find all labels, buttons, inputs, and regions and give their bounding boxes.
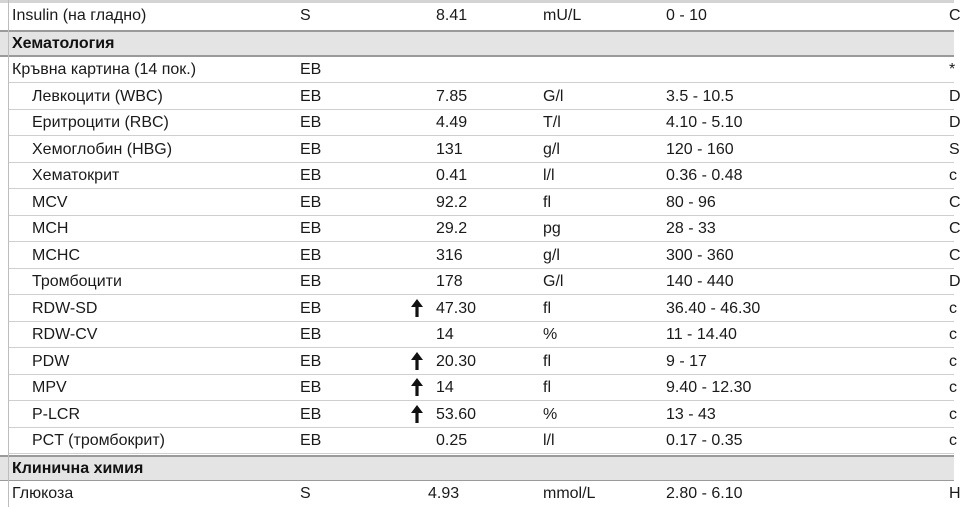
method-code: c xyxy=(949,406,957,423)
row-divider xyxy=(8,453,954,454)
reference-range: 28 - 33 xyxy=(666,220,716,237)
result-unit: g/l xyxy=(543,141,560,158)
up-arrow-icon xyxy=(406,349,428,375)
method-code: C xyxy=(949,7,961,24)
sample-type: EB xyxy=(300,353,322,370)
flag-cell xyxy=(406,216,428,242)
reference-range: 0.36 - 0.48 xyxy=(666,167,743,184)
result-value: 4.93 xyxy=(428,485,460,502)
sample-type: EB xyxy=(300,379,322,396)
section-header-chemistry xyxy=(0,455,954,482)
test-name: RDW-CV xyxy=(32,326,98,343)
reference-range: 300 - 360 xyxy=(666,247,734,264)
result-value: 29.2 xyxy=(436,220,468,237)
sample-type: EB xyxy=(300,114,322,131)
sample-type: EB xyxy=(300,141,322,158)
flag-cell xyxy=(406,322,428,348)
reference-range: 140 - 440 xyxy=(666,273,734,290)
result-value: 178 xyxy=(436,273,463,290)
row-divider xyxy=(8,82,954,83)
result-value: 8.41 xyxy=(436,7,468,24)
method-code: c xyxy=(949,353,957,370)
test-name: Левкоцити (WBC) xyxy=(32,88,163,105)
sample-type: EB xyxy=(300,194,322,211)
reference-range: 120 - 160 xyxy=(666,141,734,158)
test-name: PDW xyxy=(32,353,70,370)
result-row[interactable] xyxy=(0,269,961,295)
flag-cell xyxy=(406,57,428,83)
result-row[interactable] xyxy=(0,375,957,401)
sample-type: S xyxy=(300,7,311,24)
result-value: 14 xyxy=(436,326,454,343)
test-name: Хемоглобин (HBG) xyxy=(32,141,173,158)
result-unit: fl xyxy=(543,379,551,396)
test-name: MPV xyxy=(32,379,67,396)
result-row[interactable] xyxy=(0,243,961,269)
result-unit: % xyxy=(543,406,558,423)
result-row[interactable] xyxy=(0,110,961,136)
sample-type: S xyxy=(300,485,311,502)
table-left-border xyxy=(8,0,9,507)
method-code: c xyxy=(949,379,957,396)
row-divider xyxy=(8,347,954,348)
test-name: RDW-SD xyxy=(32,300,98,317)
result-row[interactable] xyxy=(0,296,957,322)
sample-type: EB xyxy=(300,406,322,423)
flag-cell xyxy=(406,190,428,216)
sample-type: EB xyxy=(300,432,322,449)
method-code: D xyxy=(949,114,961,131)
result-row[interactable] xyxy=(0,137,960,163)
test-name: Тромбоцити xyxy=(32,273,122,290)
test-name: MCH xyxy=(32,220,69,237)
result-value: 14 xyxy=(436,379,454,396)
row-divider xyxy=(8,241,954,242)
method-code: c xyxy=(949,300,957,317)
result-value xyxy=(436,57,526,83)
result-unit: fl xyxy=(543,353,551,370)
flag-cell xyxy=(406,163,428,189)
test-name: Кръвна картина (14 пок.) xyxy=(12,61,197,78)
result-row[interactable] xyxy=(0,163,957,189)
result-row[interactable] xyxy=(0,84,961,110)
method-code: C xyxy=(949,220,961,237)
flag-cell xyxy=(406,243,428,269)
flag-cell xyxy=(406,110,428,136)
reference-range: 80 - 96 xyxy=(666,194,716,211)
result-unit: T/l xyxy=(543,114,561,131)
method-code: S xyxy=(949,141,960,158)
result-row[interactable] xyxy=(0,216,961,242)
result-value: 7.85 xyxy=(436,88,468,105)
method-code: C xyxy=(949,247,961,264)
test-name: Insulin (на гладно) xyxy=(12,7,147,24)
test-name: MCHC xyxy=(32,247,80,264)
section-title: Клинична химия xyxy=(12,459,144,477)
method-code: c xyxy=(949,326,957,343)
test-name: Глюкоза xyxy=(12,485,74,502)
result-unit xyxy=(543,57,653,83)
reference-range: 3.5 - 10.5 xyxy=(666,88,734,105)
sample-type: EB xyxy=(300,326,322,343)
reference-range: 0.17 - 0.35 xyxy=(666,432,743,449)
reference-range: 9 - 17 xyxy=(666,353,707,370)
flag-cell xyxy=(406,269,428,295)
sample-type: EB xyxy=(300,220,322,237)
sample-type: EB xyxy=(300,167,322,184)
test-name: Хематокрит xyxy=(32,167,120,184)
up-arrow-icon xyxy=(406,402,428,428)
result-row-insulin[interactable] xyxy=(0,3,961,29)
reference-range: 2.80 - 6.10 xyxy=(666,485,743,502)
sample-type: EB xyxy=(300,88,322,105)
result-value: 4.49 xyxy=(436,114,468,131)
result-value: 20.30 xyxy=(436,353,477,370)
result-value: 131 xyxy=(436,141,463,158)
up-arrow-icon xyxy=(406,296,428,322)
sample-type: EB xyxy=(300,273,322,290)
test-name: Еритроцити (RBC) xyxy=(32,114,169,131)
result-unit: g/l xyxy=(543,247,560,264)
result-unit: fl xyxy=(543,300,551,317)
flag-cell xyxy=(406,428,428,454)
result-unit: mU/L xyxy=(543,7,582,24)
flag-cell xyxy=(406,84,428,110)
flag-cell xyxy=(406,137,428,163)
reference-range xyxy=(666,57,926,83)
result-unit: fl xyxy=(543,194,551,211)
reference-range: 4.10 - 5.10 xyxy=(666,114,743,131)
result-row[interactable] xyxy=(0,349,957,375)
result-unit: l/l xyxy=(543,432,555,449)
reference-range: 0 - 10 xyxy=(666,7,707,24)
row-divider xyxy=(8,294,954,295)
test-name: P-LCR xyxy=(32,406,81,423)
result-unit: G/l xyxy=(543,88,564,105)
reference-range: 13 - 43 xyxy=(666,406,716,423)
result-row[interactable] xyxy=(0,402,957,428)
sample-type: EB xyxy=(300,61,322,78)
result-row[interactable] xyxy=(0,190,961,216)
sample-type: EB xyxy=(300,300,322,317)
test-name: MCV xyxy=(32,194,68,211)
row-divider xyxy=(8,188,954,189)
method-code: H xyxy=(949,485,961,502)
reference-range: 9.40 - 12.30 xyxy=(666,379,752,396)
test-name: PCT (тромбокрит) xyxy=(32,432,165,449)
result-unit: pg xyxy=(543,220,561,237)
result-value: 92.2 xyxy=(436,194,468,211)
reference-range: 36.40 - 46.30 xyxy=(666,300,761,317)
result-value: 0.25 xyxy=(436,432,468,449)
method-code: D xyxy=(949,88,961,105)
row-divider xyxy=(8,400,954,401)
sample-type: EB xyxy=(300,247,322,264)
result-row[interactable] xyxy=(0,428,957,454)
reference-range: 11 - 14.40 xyxy=(666,326,737,343)
method-code: D xyxy=(949,273,961,290)
result-row-glucose[interactable] xyxy=(0,481,961,507)
method-code: * xyxy=(949,61,956,78)
method-code: c xyxy=(949,432,957,449)
result-value: 0.41 xyxy=(436,167,468,184)
result-unit: l/l xyxy=(543,167,555,184)
result-value: 47.30 xyxy=(436,300,477,317)
result-row[interactable] xyxy=(0,322,957,348)
section-header-hematology xyxy=(0,30,954,57)
result-value: 316 xyxy=(436,247,463,264)
row-divider xyxy=(8,135,954,136)
result-unit: mmol/L xyxy=(543,485,596,502)
result-unit: % xyxy=(543,326,558,343)
result-unit: G/l xyxy=(543,273,564,290)
method-code: c xyxy=(949,167,957,184)
method-code: C xyxy=(949,194,961,211)
section-title: Хематология xyxy=(12,34,115,52)
result-row[interactable] xyxy=(0,57,954,83)
up-arrow-icon xyxy=(406,375,428,401)
result-value: 53.60 xyxy=(436,406,477,423)
